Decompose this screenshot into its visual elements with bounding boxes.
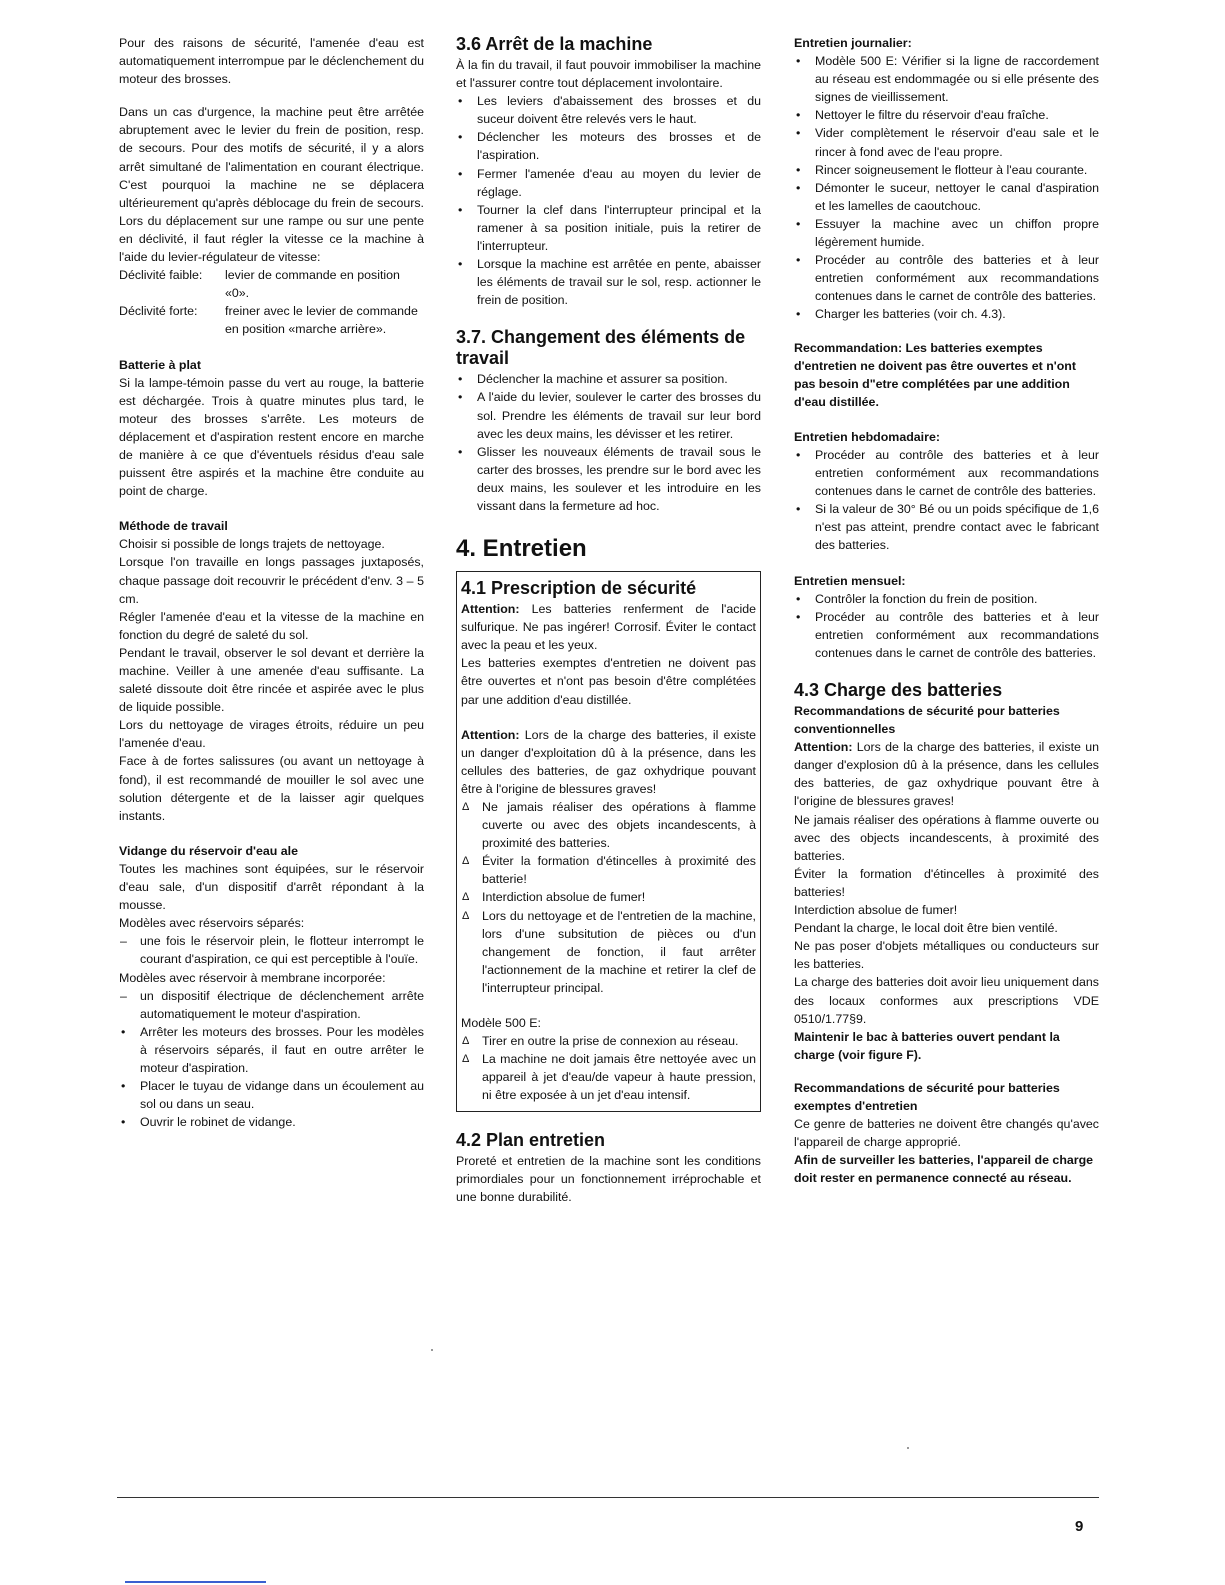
paragraph [794,738,1099,810]
speck [431,1349,433,1351]
recommendation: Recommandation: Les batteries exemptes d'entretien ne doivent pas être ouvertes et n'ont pas besoin d"etre complétées par une addition d'eau distillée. [794,340,1076,409]
section-heading-4-3: 4.3 Charge des batteries [794,680,1003,700]
paragraph: Interdiction absolue de fumer! [794,903,958,918]
paragraph: Modèles avec réservoirs séparés: [119,916,305,931]
warning-item: Δ La machine ne doit jamais être nettoyée avec un appareil à jet d'eau/de vapeur à haute pression, ni être exposée à un jet d'eau intensif. [461,1050,756,1104]
list-item: • Rincer soigneusement le flotteur à l'eau courante. [794,161,1099,179]
paragraph: La charge des batteries doit avoir lieu uniquement dans des locaux conformes aux prescriptions VDE 0510/1.77§9. [794,975,1099,1026]
blue-underline [125,1581,266,1583]
paragraph: Modèles avec réservoir à membrane incorporée: [119,970,386,985]
warning-list [461,798,756,997]
subheading-mensuel: Entretien mensuel: [794,573,906,588]
list-item: • Déclencher les moteurs des brosses et de l'aspiration. [456,128,761,164]
paragraph: Ne pas poser d'objets métalliques ou conducteurs sur les batteries. [794,939,1099,972]
section-heading-3-7: 3.7. Changement des éléments de travail [456,327,746,369]
paragraph: Face à de fortes salissures (ou avant un nettoyage à fond), il est recommandé de mouiller le sol avec une solution détergente et de la laisser agir quelques instants. [119,754,424,823]
definition-term: Déclivité forte: [119,304,198,319]
paragraph: Proreté et entretien de la machine sont les conditions primordiales pour un fonctionnement irréprochable et une bonne durabilité. [456,1153,761,1204]
paragraph [461,726,756,798]
warning-item: Δ Ne jamais réaliser des opérations à flamme cuverte ou avec des objets incandescents, à proximité des batteries. [461,798,756,852]
paragraph: Pour des raisons de sécurité, l'amenée d'eau est automatiquement interrompue par le déclenchement du moteur des brosses. [119,36,424,87]
safety-box [456,571,761,1111]
list-item: • Arrêter les moteurs des brosses. Pour les modèles à réservoirs séparés, il faut en outre arrêter le moteur d'aspiration. [119,1023,424,1077]
list-item: • Essuyer la machine avec un chiffon propre légèrement humide. [794,215,1099,251]
list-item: • Glisser les nouveaux éléments de travail sous le carter des brosses, les prendre sur le bord avec les deux mains, les soulever et les introduire en les vissant dans la fermeture ad hoc. [456,443,761,515]
footer-rule [117,1497,1099,1498]
definition-desc: freiner avec le levier de commande en position «marche arrière». [225,304,418,337]
paragraph: Pendant le travail, observer le sol devant et derrière la machine. Veiller à une amenée d'eau suffisante. La saleté dissoute doit être rincée et aspirée avec le plus de liquide possible. [119,645,424,715]
definition-desc: levier de commande en position «0». [225,268,400,301]
paragraph: Régler l'amenée d'eau et la vitesse de la machine en fonction du degré de saleté du sol. [119,609,424,642]
warning-list [461,1032,756,1104]
list-item: • Les leviers d'abaissement des brosses et du suceur doivent être relevés vers le haut. [456,92,761,128]
column-right [794,34,1099,1187]
list-item: • Si la valeur de 30° Bé ou un poids spécifique de 1,6 n'est pas atteint, prendre contact avec le fabricant des batteries. [794,500,1099,554]
warning-item: Δ Tirer en outre la prise de connexion au réseau. [461,1032,756,1050]
list-item: • Contrôler la fonction du frein de position. [794,590,1099,608]
list-item: • Tourner la clef dans l'interrupteur principal et la ramener à sa position initiale, puis la retirer de l'interrupteur. [456,201,761,255]
list-item: • Modèle 500 E: Vérifier si la ligne de raccordement au réseau est endommagée ou si elle présente des signes de vieillissement. [794,52,1099,106]
list-item: • Procéder au contrôle des batteries et à leur entretien conformément aux recommandations contenues dans le carnet de contrôle des batteries. [794,608,1099,662]
list-item: • Fermer l'amenée d'eau au moyen du levier de réglage. [456,165,761,201]
section-heading-4-2: 4.2 Plan entretien [456,1129,606,1150]
warning-item: Δ Éviter la formation d'étincelles à proximité des batterie! [461,852,756,888]
definition-row [119,266,424,302]
paragraph: Pendant la charge, le local doit être bien ventilé. [794,921,1058,936]
list-item: • Procéder au contrôle des batteries et à leur entretien conformément aux recommandations contenues dans le carnet de contrôle des batteries. [794,446,1099,500]
paragraph: Lorsque l'on travaille en longs passages juxtaposés, chaque passage doit recouvrir le précédent d'env. 3 – 5 cm. [119,555,424,606]
chapter-heading-4: 4. Entretien [456,535,587,563]
attention-label: Attention: [461,727,520,742]
definition-term: Déclivité faible: [119,268,203,283]
attention-text: Lors de la charge des batteries, il existe un danger d'explosion dû à la présence, dans les cellules des batteries, de gaz oxhydrique pouvant être à l'origine de blessures graves! [794,740,1099,809]
bullet-list [456,92,761,309]
paragraph: Lors du nettoyage de virages étroits, réduire un peu l'amenée d'eau. [119,718,424,751]
list-item: • Nettoyer le filtre du réservoir d'eau fraîche. [794,106,1099,124]
attention-text: Lors de la charge des batteries, il existe un danger d'exploitation dû à la présence, dans les cellules des batteries, de gaz oxhydrique pouvant être à l'origine de blessures graves! [461,727,756,796]
bullet-list [794,446,1099,555]
subheading-conventionnelles: Recommandations de sécurité pour batteries conventionnelles [794,704,1060,737]
paragraph: À la fin du travail, il faut pouvoir immobiliser la machine et l'assurer contre tout déplacement involontaire. [456,58,761,91]
list-item: • Procéder au contrôle des batteries et à leur entretien conformément aux recommandations contenues dans le carnet de contrôle des batteries. [794,251,1099,305]
list-item: • Vider complètement le réservoir d'eau sale et le rincer à fond avec de l'eau propre. [794,124,1099,160]
paragraph: Dans un cas d'urgence, la machine peut être arrêtée abruptement avec le levier du frein de position, resp. de secours. Pour des motifs de sécurité, il y a alors arrêt simultané de l'alimentation en courant électrique. C'est pourquoi la machine ne se déplacera ultérieurement qu'après déblocage du frein de secours. Lors du déplacement sur une rampe ou sur une pente en déclivité, il faut régler la vitesse ce la machine à l'aide du levier-régulateur de vitesse: [119,105,424,265]
paragraph [461,600,756,654]
section-heading-3-6: 3.6 Arrêt de la machine [456,34,653,54]
dash-list [119,932,424,968]
list-item: – une fois le réservoir plein, le flotteur interrompt le courant d'aspiration, ce qui est perceptible à l'ouïe. [119,932,424,968]
subheading-hebdomadaire: Entretien hebdomadaire: [794,429,940,444]
list-item: • Déclencher la machine et assurer sa position. [456,370,761,388]
attention-label: Attention: [461,602,520,617]
subheading-journalier: Entretien journalier: [794,36,912,50]
bullet-list [794,590,1099,662]
warning-item: Δ Interdiction absolue de fumer! [461,888,756,906]
paragraph: Éviter la formation d'étincelles à proximité des batteries! [794,866,1099,899]
section-heading-4-1: 4.1 Prescription de sécurité [461,578,697,599]
page-number: 9 [1075,1518,1084,1535]
dash-list [119,987,424,1023]
paragraph: Toutes les machines sont équipées, sur le réservoir d'eau sale, d'un dispositif d'arrêt répondant à la mousse. [119,861,424,913]
paragraph: Ce genre de batteries ne doivent être changés qu'avec l'appareil de charge approprié. [794,1117,1099,1150]
list-item: • Placer le tuyau de vidange dans un écoulement au sol ou dans un seau. [119,1077,424,1113]
list-item: • A l'aide du levier, soulever le carter des brosses du sol. Prendre les éléments de travail sur leur bord avec les deux mains, les dévisser et les retirer. [456,388,761,442]
paragraph: Ne jamais réaliser des opérations à flamme ouverte ou avec des objects incandescents, à proximité des batteries. [794,812,1099,863]
bullet-list [456,370,761,515]
paragraph: Si la lampe-témoin passe du vert au rouge, la batterie est déchargée. Trois à quatre minutes plus tard, le moteur des brosses s'arrête. Les moteurs de déplacement et d'aspiration restent encore en marche de manière à ce que d'éventuels résidus d'eau sale puissent être aspirés et la machine être conduite au point de charge. [119,375,424,499]
list-item: – un dispositif électrique de déclenchement arrête automatiquement le moteur d'aspiration. [119,987,424,1023]
list-item: • Démonter le suceur, nettoyer le canal d'aspiration et les lamelles de caoutchouc. [794,179,1099,215]
warning-item: Δ Lors du nettoyage et de l'entretien de la machine, lors d'une subsitution de pièces ou d'un changement de fonction, il faut arrêter l'actionnement de la machine et retirer la clef de l'interrupteur principal. [461,907,756,997]
paragraph: Les batteries exemptes d'entretien ne doivent pas être ouvertes et n'ont pas besoin d'être complétées par une addition d'eau distillée. [461,656,756,707]
subheading-batterie: Batterie à plat [119,357,201,372]
column-middle [456,34,761,1206]
attention-label: Attention: [794,740,853,755]
paragraph: Modèle 500 E: [461,1016,541,1031]
list-item: • Charger les batteries (voir ch. 4.3). [794,305,1099,323]
column-left [119,34,424,1131]
bullet-list [119,1023,424,1132]
paragraph: Choisir si possible de longs trajets de nettoyage. [119,537,385,552]
definition-row [119,302,424,338]
list-item: • Lorsque la machine est arrêtée en pente, abaisser les éléments de travail sur le sol, resp. actionner le frein de position. [456,255,761,309]
attention-text: Les batteries renferment de l'acide sulfurique. Ne pas ingérer! Corrosif. Éviter le contact avec la peau et les yeux. [461,602,756,653]
paragraph-bold: Maintenir le bac à batteries ouvert pendant la charge (voir figure F). [794,1029,1060,1062]
list-item: • Ouvrir le robinet de vidange. [119,1113,424,1131]
subheading-methode: Méthode de travail [119,519,228,534]
paragraph-bold: Afin de surveiller les batteries, l'appareil de charge doit rester en permanence connecté au réseau. [794,1153,1094,1186]
bullet-list [794,52,1099,323]
subheading-vidange: Vidange du réservoir d'eau ale [119,843,299,858]
subheading-exemptes: Recommandations de sécurité pour batteries exemptes d'entretien [794,1080,1060,1113]
speck [907,1447,909,1449]
